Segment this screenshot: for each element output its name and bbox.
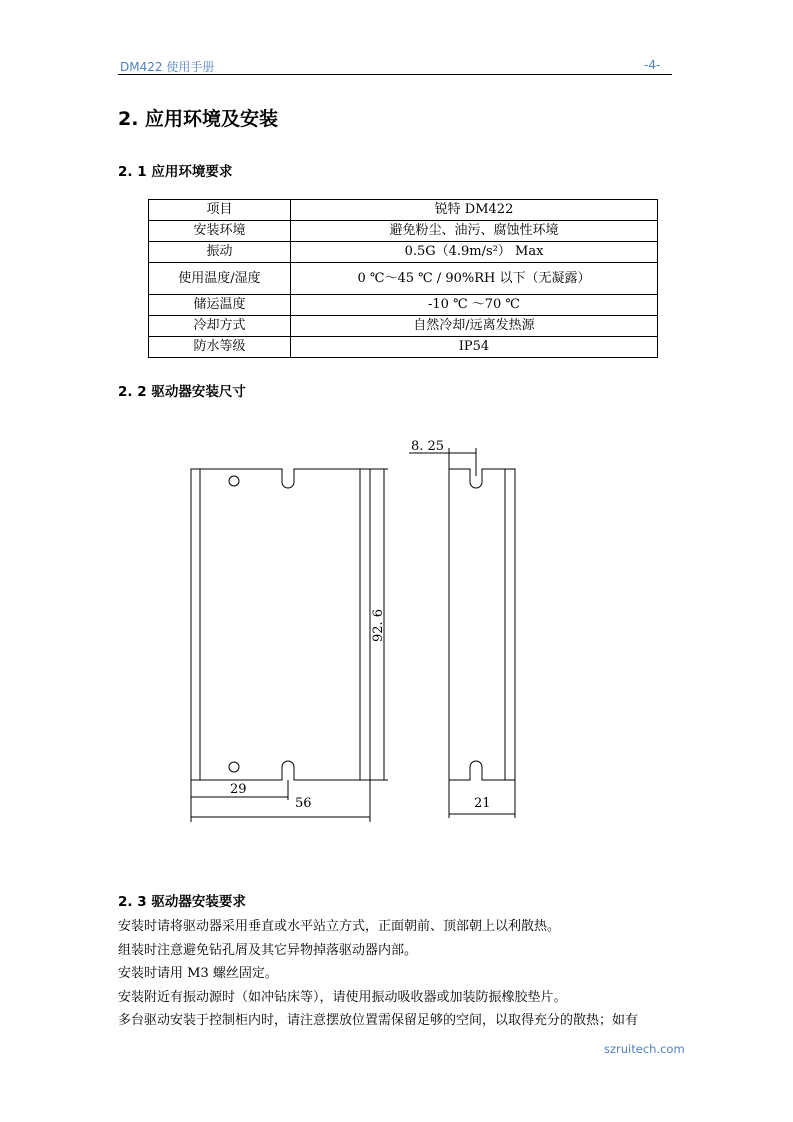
table-cell: 安装环境 (149, 221, 291, 242)
header-doc-title: DM422 使用手册 (120, 60, 215, 74)
subsection-dimensions: 2. 2 驱动器安装尺寸 (118, 384, 246, 400)
table-cell: 0 ℃～45 ℃ / 90%RH 以下（无凝露） (291, 263, 658, 295)
paragraph: 安装时请将驱动器采用垂直或水平站立方式，正面朝前、顶部朝上以利散热。 (118, 919, 561, 934)
table-header-cell: 锐特 DM422 (291, 200, 658, 221)
table-cell: 防水等级 (149, 337, 291, 358)
table-cell: 自然冷却/远离发热源 (291, 316, 658, 337)
front-view-outline (191, 469, 370, 780)
table-cell: 冷却方式 (149, 316, 291, 337)
section-title: 2. 应用环境及安装 (118, 108, 279, 130)
paragraph: 安装附近有振动源时（如冲钻床等），请使用振动吸收器或加装防振橡胶垫片。 (118, 990, 567, 1005)
mounting-hole-bottom (229, 762, 239, 772)
subsection-environment: 2. 1 应用环境要求 (118, 164, 233, 180)
header-page-number: -4- (644, 58, 661, 72)
dim-label-depth: 21 (474, 796, 491, 811)
paragraph: 多台驱动安装于控制柜内时，请注意摆放位置需保留足够的空间，以取得充分的散热；如有 (118, 1013, 639, 1028)
dim-label-width: 56 (295, 796, 312, 811)
table-cell: 使用温度/湿度 (149, 263, 291, 295)
subsection-installation: 2. 3 驱动器安装要求 (118, 894, 246, 910)
paragraph: 安装时请用 M3 螺丝固定。 (118, 966, 278, 981)
dim-label-height: 92. 6 (371, 608, 386, 642)
dim-label-hole: 29 (230, 782, 247, 797)
table-cell: -10 ℃ ～70 ℃ (291, 295, 658, 316)
footer-website: szruitech.com (604, 1042, 685, 1056)
table-cell: 储运温度 (149, 295, 291, 316)
dim-label-offset: 8. 25 (411, 439, 445, 454)
table-header-cell: 项目 (149, 200, 291, 221)
mounting-hole-top (229, 476, 239, 486)
table-cell: IP54 (291, 337, 658, 358)
paragraph: 组装时注意避免钻孔屑及其它异物掉落驱动器内部。 (118, 943, 418, 958)
table-cell: 0.5G（4.9m/s²） Max (291, 242, 658, 263)
table-cell: 振动 (149, 242, 291, 263)
table-cell: 避免粉尘、油污、腐蚀性环境 (291, 221, 658, 242)
